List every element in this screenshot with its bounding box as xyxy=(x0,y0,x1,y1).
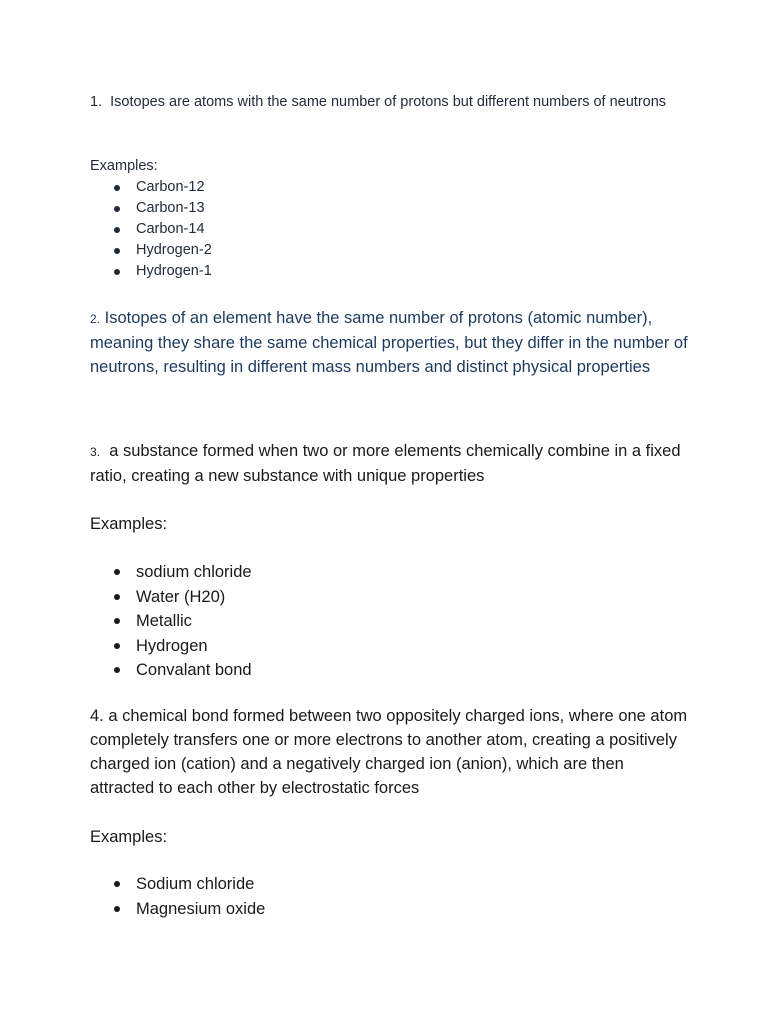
list-item: Hydrogen-2 xyxy=(112,240,688,261)
list-item: Carbon-13 xyxy=(112,198,688,219)
section-3-paragraph xyxy=(90,439,688,488)
list-item: Sodium chloride xyxy=(112,872,688,897)
section-4-number: 4. xyxy=(90,707,104,725)
section-4 xyxy=(90,704,688,800)
examples-label: Examples: xyxy=(90,158,158,174)
section-4-examples-label xyxy=(90,825,688,849)
section-3-text: a substance formed when two or more elements chemically combine in a fixed ratio, creating a new substance with unique properties xyxy=(90,442,681,485)
section-3-number: 3. xyxy=(90,445,101,459)
section-1 xyxy=(90,92,688,113)
section-4-examples xyxy=(90,872,688,921)
section-3-examples-label xyxy=(90,512,688,536)
section-1-text: Isotopes are atoms with the same number of protons but different numbers of neutrons xyxy=(110,94,667,110)
section-2 xyxy=(90,306,688,379)
list-item: Carbon-12 xyxy=(112,177,688,198)
section-1-examples-label xyxy=(90,156,688,177)
list-item: Water (H20) xyxy=(112,585,688,610)
list-item: Magnesium oxide xyxy=(112,897,688,922)
section-1-paragraph xyxy=(90,92,688,113)
examples-label: Examples: xyxy=(90,515,168,533)
section-3-example-list xyxy=(90,560,688,683)
list-item: Hydrogen xyxy=(112,634,688,659)
list-item: Metallic xyxy=(112,609,688,634)
section-2-paragraph xyxy=(90,306,688,379)
list-item: sodium chloride xyxy=(112,560,688,585)
section-4-text: a chemical bond formed between two oppositely charged ions, where one atom completely transfers one or more electrons to another atom, creating a positively charged ion (cation) and a negatively charged ion (anion), which are then attracted to each other by electrostatic forces xyxy=(90,707,688,797)
section-4-paragraph xyxy=(90,704,688,800)
section-1-example-list xyxy=(90,177,688,282)
section-3 xyxy=(90,439,688,488)
section-2-number: 2. xyxy=(90,312,101,326)
list-item: Convalant bond xyxy=(112,658,688,683)
examples-label: Examples: xyxy=(90,828,168,846)
list-item: Hydrogen-1 xyxy=(112,261,688,282)
section-3-examples xyxy=(90,560,688,683)
section-1-number: 1. xyxy=(90,94,103,110)
section-4-example-list xyxy=(90,872,688,921)
section-1-examples xyxy=(90,177,688,282)
list-item: Carbon-14 xyxy=(112,219,688,240)
section-2-text: Isotopes of an element have the same number of protons (atomic number), meaning they share the same chemical properties, but they differ in the number of neutrons, resulting in different mass numbers and distinct physical properties xyxy=(90,309,688,376)
